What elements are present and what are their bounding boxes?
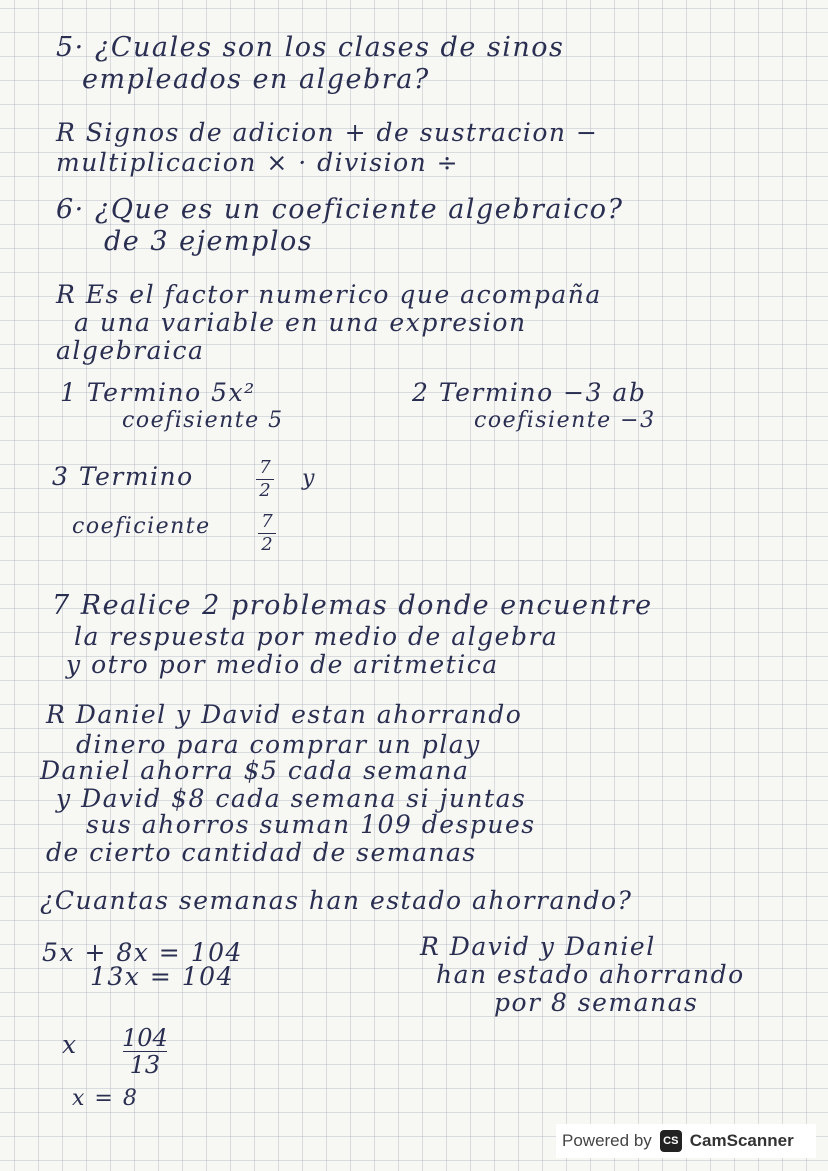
example3-numerator: 7 [259,457,271,478]
powered-by-text: Powered by [562,1131,652,1150]
q5-line1: 5· ¿Cuales son los clases de sinos [56,32,565,63]
answer-line3: por 8 semanas [494,988,699,1017]
q5-line2: empleados en algebra? [82,64,430,95]
example3-coefficient-label: coeficiente [72,514,211,539]
a6-line3: algebraica [56,336,205,365]
problem-line6: de cierto cantidad de semanas [46,838,477,867]
example3-coef-fraction [258,512,276,555]
camscanner-brand: CamScanner [689,1131,794,1150]
equation-2: 13x = 104 [90,962,234,991]
example3-term: 3 Termino [52,462,194,491]
example2-term: 2 Termino −3 ab [412,378,647,407]
example1-coefficient: coefisiente 5 [122,408,284,433]
solution-result: x = 8 [72,1086,139,1111]
problem-line1: R Daniel y David estan ahorrando [46,700,523,729]
problem-line2: dinero para comprar un play [76,730,481,759]
a5-line1: R Signos de adicion + de sustracion − [56,118,599,147]
a5-line2: multiplicacion × · division ÷ [56,148,460,177]
example3-variable: y [302,466,316,491]
a6-line1: R Es el factor numerico que acompaña [56,280,602,309]
q7-line2: la respuesta por medio de algebra [74,622,559,651]
a6-line2: a una variable en una expresion [74,308,527,337]
q7-line1: 7 Realice 2 problemas donde encuentre [52,590,653,621]
example3-coef-numerator: 7 [261,511,273,532]
example2-coefficient: coefisiente −3 [474,408,656,433]
camscanner-footer [556,1124,816,1158]
camscanner-logo-icon: CS [660,1130,682,1152]
q6-line1: 6· ¿Que es un coeficiente algebraico? [56,194,624,225]
weeks-question: ¿Cuantas semanas han estado ahorrando? [40,886,633,915]
answer-line2: han estado ahorrando [436,960,745,989]
problem-line3: Daniel ahorra $5 cada semana [40,756,470,785]
q7-line3: y otro por medio de aritmetica [66,650,499,679]
example3-coef-denominator: 2 [261,534,273,555]
x-label: x [62,1030,78,1059]
equation-1: 5x + 8x = 104 [42,938,243,967]
problem-line4: y David $8 cada semana si juntas [56,784,527,813]
solution-fraction [122,1026,168,1077]
answer-line1: R David y Daniel [420,932,656,961]
solution-numerator: 104 [122,1024,168,1052]
problem-line5: sus ahorros suman 109 despues [86,810,536,839]
solution-denominator: 13 [129,1051,161,1079]
example3-denominator: 2 [259,480,271,501]
example3-fraction [256,458,274,501]
example1-term: 1 Termino 5x² [60,378,256,407]
q6-line2: de 3 ejemplos [104,226,314,257]
